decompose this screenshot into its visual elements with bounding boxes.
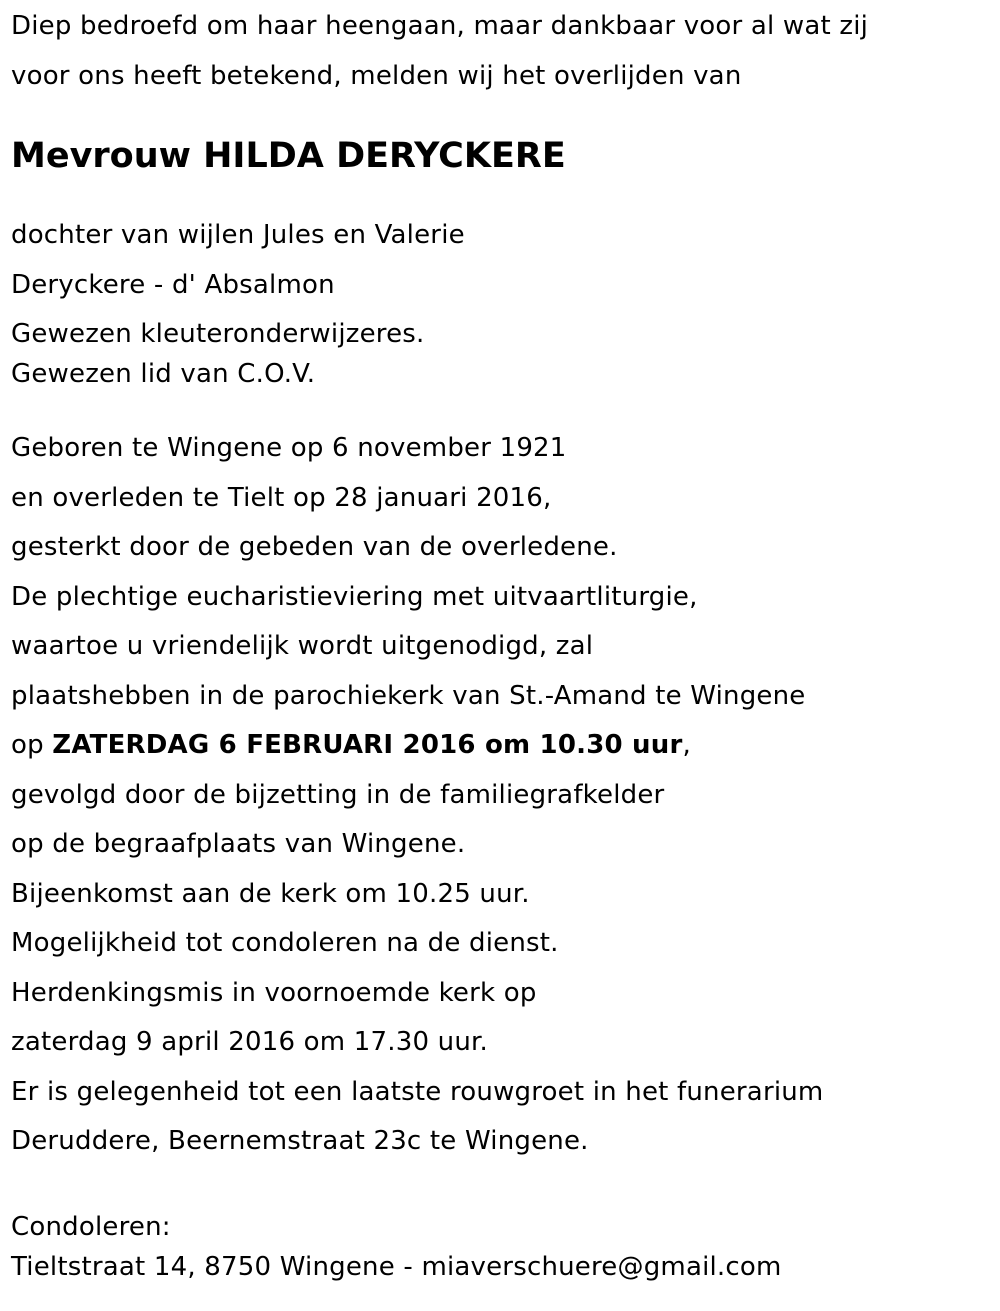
memorial-line-2: zaterdag 9 april 2016 om 17.30 uur. <box>11 1027 489 1057</box>
section-spacer <box>11 1167 991 1197</box>
membership-line: Gewezen lid van C.O.V. <box>11 359 316 389</box>
family-line-1: dochter van wijlen Jules en Valerie <box>11 220 465 250</box>
condolence-note-line: Mogelijkheid tot condoleren na de dienst. <box>11 928 559 958</box>
ceremony-date: ZATERDAG 6 FEBRUARI 2016 om 10.30 uur <box>52 730 683 760</box>
ceremony-date-line <box>11 721 991 771</box>
funeral-home-line-2: Deruddere, Beernemstraat 23c te Wingene. <box>11 1126 589 1156</box>
intro-line-1: Diep bedroefd om haar heengaan, maar dankbaar voor al wat zij <box>11 11 869 41</box>
date-suffix: , <box>682 730 691 760</box>
intro-line-2: voor ons heeft betekend, melden wij het overlijden van <box>11 60 742 91</box>
family-line-2: Deryckere - d' Absalmon <box>11 269 335 300</box>
condolences-address: Tieltstraat 14, 8750 Wingene - miaverschuere@gmail.com <box>11 1251 782 1282</box>
prayers-line: gesterkt door de gebeden van de overledene. <box>11 532 618 562</box>
funeral-home-line-1: Er is gelegenheid tot een laatste rouwgroet in het funerarium <box>11 1076 824 1107</box>
condolences-label: Condoleren: <box>11 1211 171 1242</box>
burial-line-2: op de begraafplaats van Wingene. <box>11 829 466 859</box>
section-spacer <box>11 394 991 424</box>
memorial-line-1: Herdenkingsmis in voornoemde kerk op <box>11 977 537 1008</box>
death-line: en overleden te Tielt op 28 januari 2016, <box>11 482 552 513</box>
gathering-line: Bijeenkomst aan de kerk om 10.25 uur. <box>11 878 530 909</box>
burial-line-1: gevolgd door de bijzetting in de familiegrafkelder <box>11 779 665 810</box>
obituary-document <box>11 0 991 1287</box>
deceased-name: Mevrouw HILDA DERYCKERE <box>11 136 566 176</box>
ceremony-line-2: waartoe u vriendelijk wordt uitgenodigd, zal <box>11 631 594 661</box>
birth-line: Geboren te Wingene op 6 november 1921 <box>11 433 567 463</box>
ceremony-line-3: plaatshebben in de parochiekerk van St.-Amand te Wingene <box>11 680 806 711</box>
occupation-line: Gewezen kleuteronderwijzeres. <box>11 319 425 349</box>
ceremony-line-1: De plechtige eucharistieviering met uitvaartliturgie, <box>11 581 698 612</box>
date-prefix: op <box>11 730 53 760</box>
